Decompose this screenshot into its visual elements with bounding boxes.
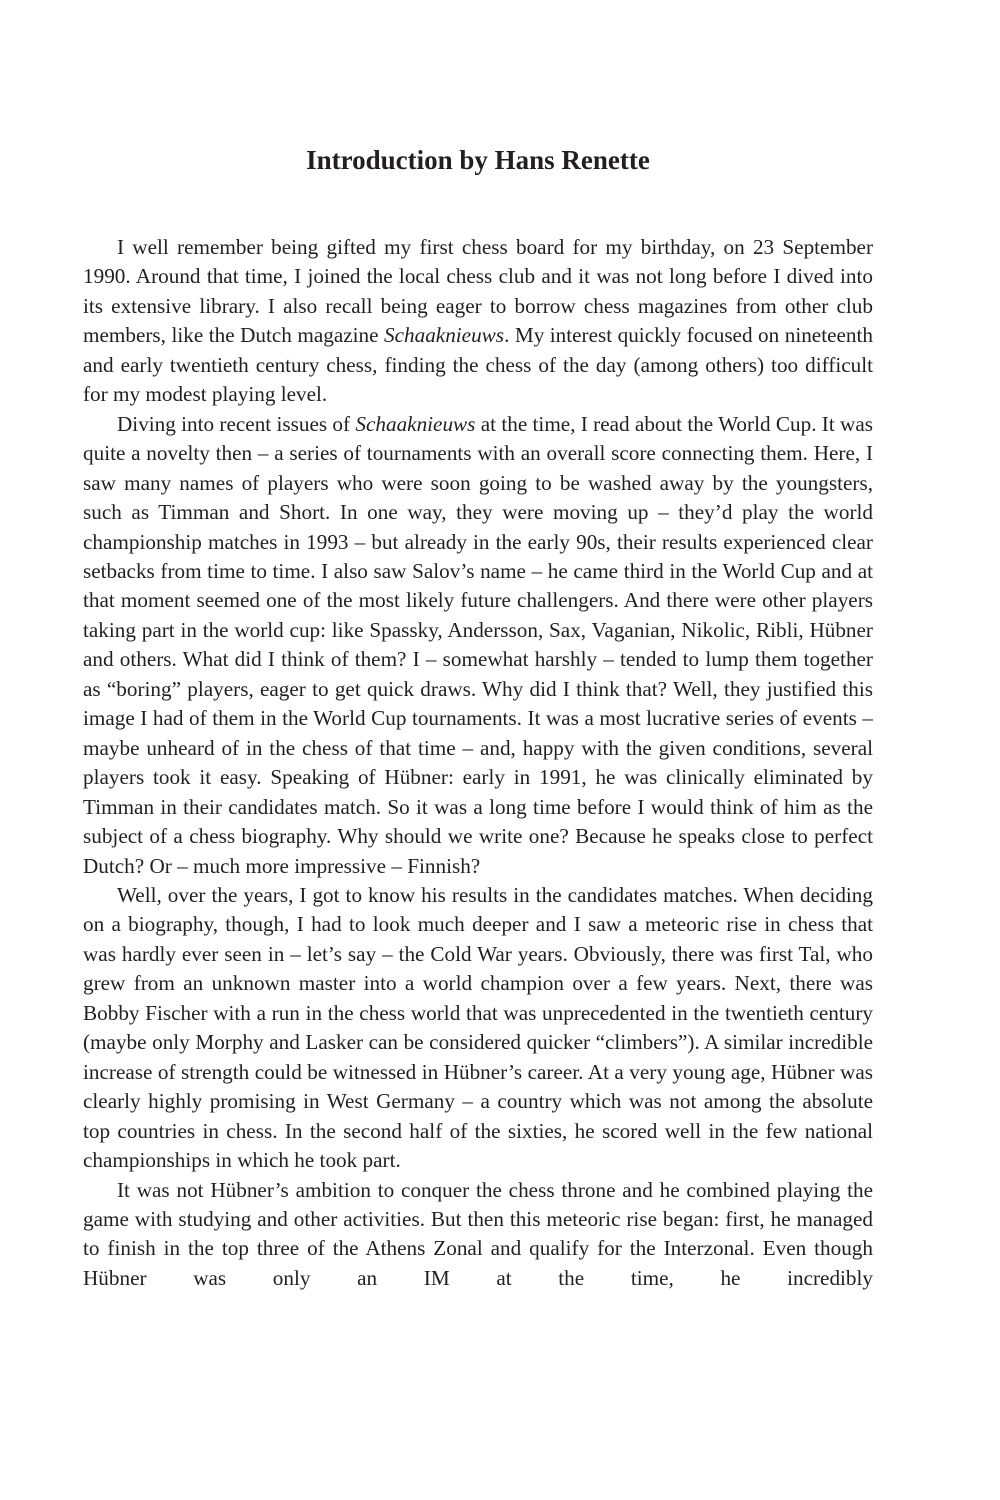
text-run: . My interest quickly focused on nineteenth and early twentieth century chess, finding the chess of the day (among others) too difficult for my modest playing level. (83, 323, 873, 407)
text-run: I well remember being gifted my first chess board for my birthday, on 23 September 1990. Around that time, I joined the local chess club and it was not long before I dived into its extensive library. I also recall being eager to borrow chess magazines from other club members, like the Dutch magazine (83, 235, 873, 348)
text-run: at the time, I read about the World Cup. It was quite a novelty then – a series of tournaments with an overall score connecting them. Here, I saw many names of players who were soon going to be washed away by the youngsters, such as Timman and Short. In one way, they were moving up – they’d play the world championship matches in 1993 – but already in the early 90s, their results experienced clear setbacks from time to time. I also saw Salov’s name – he came third in the World Cup and at that moment seemed one of the most likely future challengers. And there were other players taking part in the world cup: like Spassky, Andersson, Sax, Vaganian, Nikolic, Ribli, Hübner and others. What did I think of them? I – somewhat harshly – tended to lump them together as “boring” players, eager to get quick draws. Why did I think that? Well, they justified this image I had of them in the World Cup tournaments. It was a most lucrative series of events – maybe unheard of in the chess of that time – and, happy with the given conditions, several players took it easy. Speaking of Hübner: early in 1991, he was clinically eliminated by Timman in their candidates match. So it was a long time before I would think of him as the subject of a chess biography. Why should we write one? Because he speaks close to perfect Dutch? Or – much more impressive – Finnish? (83, 411, 873, 878)
text-run: It was not Hübner’s ambition to conquer the chess throne and he combined playing the game with studying and other activities. But then this meteoric rise began: first, he managed to finish in the top three of the Athens Zonal and qualify for the Interzonal. Even though Hübner was only an IM at the time, he incredibly (83, 1177, 873, 1290)
magazine-title: Schaaknieuws (355, 411, 476, 436)
paragraph (83, 881, 873, 1176)
text-run: Well, over the years, I got to know his results in the candidates matches. When deciding on a biography, though, I had to look much deeper and I saw a meteoric rise in chess that was hardly ever seen in – let’s say – the Cold War years. Obviously, there was first Tal, who grew from an unknown master into a world champion over a few years. Next, there was Bobby Fischer with a run in the chess world that was unprecedented in the twentieth century (maybe only Morphy and Lasker can be considered quicker “climbers”). A similar incredible increase of strength could be witnessed in Hübner’s career. At a very young age, Hübner was clearly highly promising in West Germany – a country which was not among the absolute top countries in chess. In the second half of the sixties, he scored well in the few national championships in which he took part. (83, 882, 873, 1173)
body-text (83, 233, 873, 1293)
paragraph (83, 410, 873, 881)
paragraph (83, 1176, 873, 1294)
book-page (83, 0, 873, 1500)
chapter-title: Introduction by Hans Renette (306, 145, 650, 175)
text-run: Diving into recent issues of (117, 411, 356, 436)
magazine-title: Schaaknieuws (384, 323, 505, 348)
paragraph (83, 233, 873, 410)
